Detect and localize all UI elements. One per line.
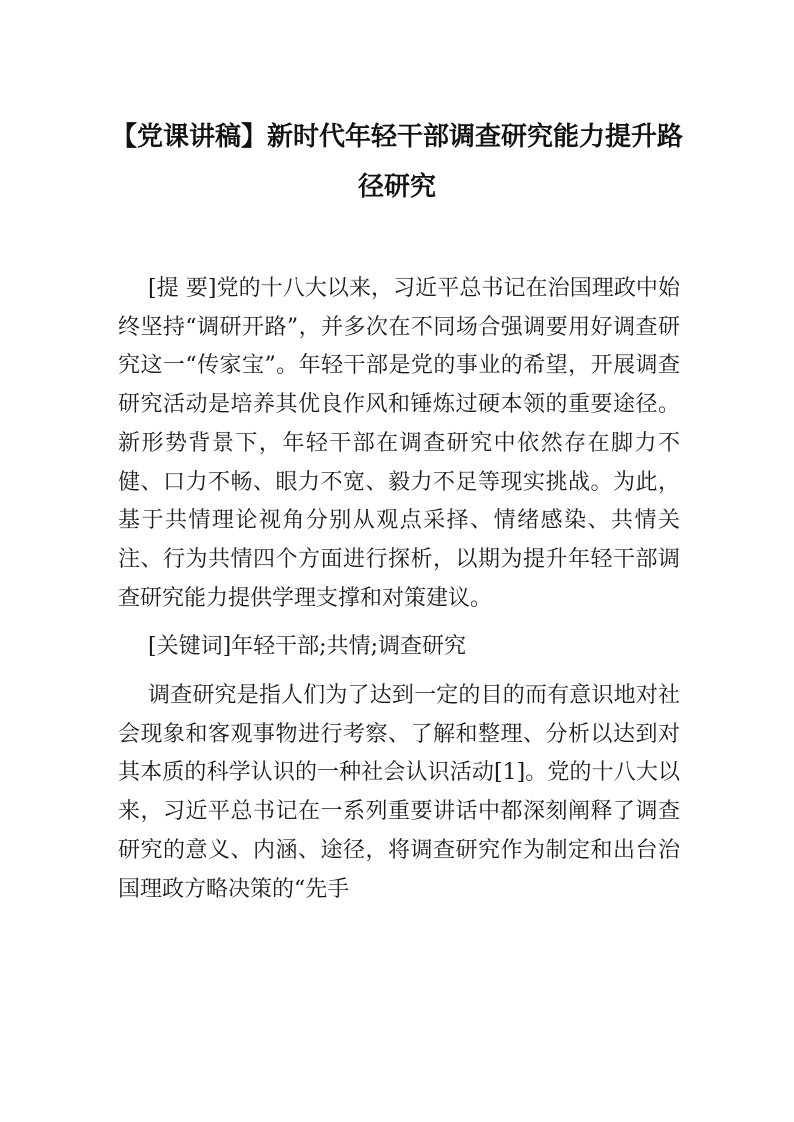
- keywords-paragraph: [关键词]年轻干部;共情;调查研究: [148, 634, 466, 660]
- abstract-paragraph: [提 要]党的十八大以来，习近平总书记在治国理政中始终坚持“调研开路”，并多次在不同场合强调要用好调查研究这一“传家宝”。年轻干部是党的事业的希望，开展调查研究活动是培养其优良作风和锤炼过硬本领的重要途径。新形势背景下，年轻干部在调查研究中依然存在脚力不健、口力不畅、眼力不宽、毅力不足等现实挑战。为此，基于共情理论视角分别从观点采择、情绪感染、共情关注、行为共情四个方面进行探析，以期为提升年轻干部调查研究能力提供学理支撑和对策建议。: [118, 276, 680, 611]
- document-title: 【党课讲稿】新时代年轻干部调查研究能力提升路径研究: [110, 122, 683, 202]
- body-paragraph: 调查研究是指人们为了达到一定的目的而有意识地对社会现象和客观事物进行考察、了解和整理、分析以达到对其本质的科学认识的一种社会认识活动[1]。党的十八大以来，习近平总书记在一系列重要讲话中都深刻阐释了调查研究的意义、内涵、途径，将调查研究作为制定和出台治国理政方略决策的“先手: [118, 683, 680, 902]
- document-body: [118, 270, 680, 919]
